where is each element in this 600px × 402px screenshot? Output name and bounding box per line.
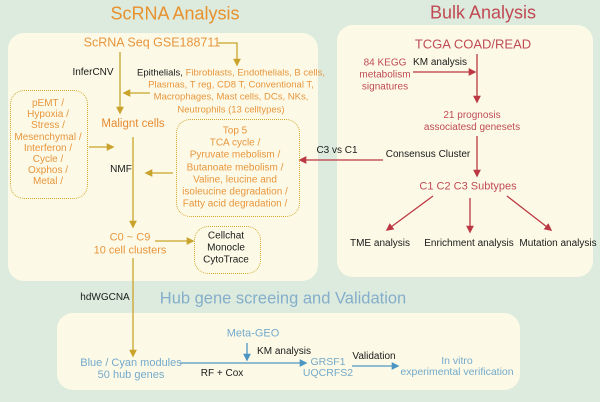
program-cycle: Cycle / [32, 154, 64, 166]
pathway-butanoate: Butanoate mebolism / [186, 161, 284, 173]
enrichment-analysis-label: Enrichment analysis [424, 238, 514, 250]
hub-genes-label [303, 357, 353, 379]
tool-cellchat: Cellchat [207, 230, 245, 242]
invitro-line2: experimental verification [400, 366, 514, 378]
celltypes-line2: Plasmas, T reg, CD8 T, Conventional T, [148, 79, 314, 91]
infercnv-label: InferCNV [72, 67, 114, 79]
programs-list [14, 98, 81, 188]
kegg-signatures-label [359, 58, 410, 95]
malignant-cells-label: Malignt cells [101, 118, 165, 131]
celltypes-line4: Neutrophils (13 celltypes) [177, 104, 285, 116]
subtypes-label: C1 C2 C3 Subtypes [419, 180, 517, 193]
kegg-line1: 84 KEGG [363, 57, 407, 69]
program-metal: Metal / [32, 176, 63, 188]
tool-monocle: Monocle [207, 242, 245, 254]
modules-line2: 50 hub genes [97, 369, 165, 381]
pathway-pyruvate: Pyruvate mebolism / [189, 149, 281, 161]
mutation-analysis-label: Mutation analysis [519, 238, 597, 250]
modules-label [80, 357, 182, 381]
clusters-count: 10 cell clusters [93, 244, 167, 256]
pathway-valine-1: Valine, leucine and [193, 174, 277, 186]
nmf-label: NMF [110, 164, 132, 176]
bulk-section-title: Bulk Analysis [429, 2, 537, 23]
program-interferon: Interferon / [23, 143, 73, 154]
scrna-dataset-label: ScRNA Seq GSE188711 [83, 35, 221, 50]
top5-pathways-list [182, 125, 288, 210]
validation-label: Validation [352, 351, 396, 363]
prognosis-genesets-label [424, 110, 520, 134]
tcga-dataset-label: TCGA COAD/READ [414, 36, 532, 52]
kegg-line3: signatures [361, 82, 409, 94]
hub-section-title: Hub gene screeing and Validation [159, 289, 407, 308]
invitro-label [400, 356, 513, 378]
modules-line1: Blue / Cyan modules [80, 357, 182, 369]
tools-list [203, 231, 249, 268]
top5-title: Top 5 [222, 125, 248, 137]
program-oxphos: Oxphos / [27, 165, 69, 177]
scrna-section-title: ScRNA Analysis [110, 3, 240, 24]
clusters-range: C0 ~ C9 [109, 231, 151, 244]
program-mesenchymal: Mesenchymal / [14, 131, 82, 143]
program-pemt: pEMT / [31, 98, 65, 110]
pathway-fattyacid: Fatty acid degradation / [182, 198, 288, 210]
consensus-cluster-label: Consensus Cluster [385, 149, 471, 161]
celltypes-line3: Macrophages, Mast cells, DCs, NKs, [153, 92, 309, 103]
invitro-line1: In vitro [441, 355, 473, 367]
km-analysis-hub-label: KM analysis [257, 346, 311, 358]
tool-cytotrace: CytoTrace [203, 255, 249, 267]
program-stress: Stress / [31, 120, 65, 132]
prognosis-line1: 21 prognosis [443, 109, 501, 121]
pathway-tca: TCA cycle / [209, 137, 261, 149]
clusters-label [94, 232, 167, 257]
c3-vs-c1-label: C3 vs C1 [316, 145, 358, 157]
tme-analysis-label: TME analysis [349, 238, 411, 250]
km-analysis-bulk-label: KM analysis [413, 57, 467, 69]
program-hypoxia: Hypoxia / [27, 109, 69, 121]
celltypes-line1 [137, 68, 325, 80]
celltypes-line1-rest: Fibroblasts, Endothelials, B cells, [182, 67, 325, 79]
metageo-label: Meta-GEO [226, 327, 280, 340]
gene-grsf1: GRSF1 [310, 356, 346, 368]
kegg-line2: metabolism [359, 69, 411, 81]
gene-uqcrfs2: UQCRFS2 [302, 367, 354, 379]
celltypes-list [137, 68, 325, 117]
rf-cox-label: RF + Cox [200, 368, 244, 380]
prognosis-line2: associatesd genesets [423, 122, 521, 133]
celltypes-line1-epithelials: Epithelials, [137, 67, 183, 79]
pathway-valine-2: isoleucine degradation / [182, 186, 288, 198]
hdwgcna-label: hdWGCNA [80, 292, 130, 304]
